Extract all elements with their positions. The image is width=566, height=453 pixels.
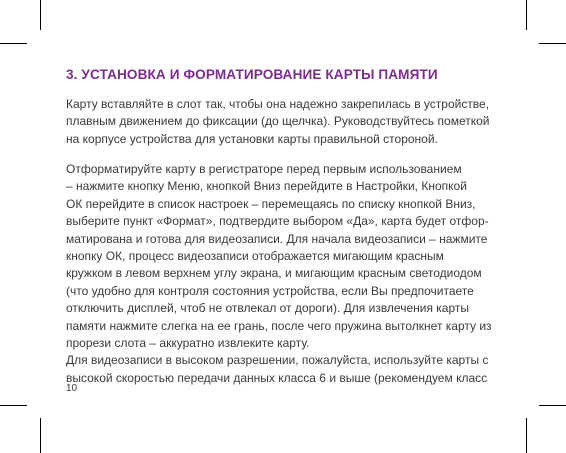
text-line: ОК перейдите в список настроек – перемещаясь по списку кнопкой Вниз,	[66, 196, 476, 211]
section-heading: 3. УСТАНОВКА И ФОРМАТИРОВАНИЕ КАРТЫ ПАМЯТИ	[66, 67, 438, 82]
text-line: отключить дисплей, чтоб не отвлекал от дороги). Для извлечения карты	[66, 301, 470, 316]
text-line: плавным движением до фиксации (до щелчка). Руководствуйтесь пометкой	[66, 114, 490, 129]
paragraph-card-insertion	[66, 96, 489, 148]
crop-mark-top-left-vertical	[40, 0, 41, 30]
crop-mark-top-left-horizontal	[0, 43, 27, 44]
crop-mark-bottom-left-vertical	[40, 418, 41, 453]
text-line: Отформатируйте карту в регистраторе перед первым использованием	[66, 162, 462, 176]
text-line: прорези слота – аккуратно извлеките карту.	[66, 336, 310, 351]
crop-mark-bottom-right-horizontal	[539, 405, 566, 406]
page-number: 10	[66, 383, 78, 394]
text-line: на корпусе устройства для установки карты правильной стороной.	[66, 131, 438, 146]
crop-mark-top-right-vertical	[526, 0, 527, 30]
text-line: высокой скоростью передачи данных класса 6 и выше (рекомендуем класс	[66, 370, 488, 385]
text-line: кружком в левом верхнем углу экрана, и мигающим красным светодиодом	[66, 266, 482, 281]
text-line: кнопку ОК, процесс видеозаписи отображается мигающим красным	[66, 249, 444, 264]
crop-mark-top-right-horizontal	[539, 43, 566, 44]
crop-mark-bottom-left-horizontal	[0, 405, 27, 406]
crop-mark-bottom-right-vertical	[526, 418, 527, 453]
text-line: Карту вставляйте в слот так, чтобы она надежно закрепилась в устройстве,	[66, 97, 490, 111]
text-line: матирована и готова для видеозаписи. Для начала видеозаписи – нажмите	[66, 231, 488, 246]
text-line: Для видеозаписи в высоком разрешении, пожалуйста, используйте карты с	[66, 353, 489, 368]
paragraph-card-formatting	[66, 161, 492, 387]
text-line: выберите пункт «Формат», подтвердите выбором «Да», карта будет отфор-	[66, 214, 489, 229]
text-line: – нажмите кнопку Меню, кнопкой Вниз перейдите в Настройки, Кнопкой	[66, 179, 467, 194]
text-line: памяти нажмите слегка на ее грань, после чего пружина вытолкнет карту из	[66, 318, 492, 333]
text-line: (что удобно для контроля состояния устройства, если Вы предпочитаете	[66, 283, 474, 298]
